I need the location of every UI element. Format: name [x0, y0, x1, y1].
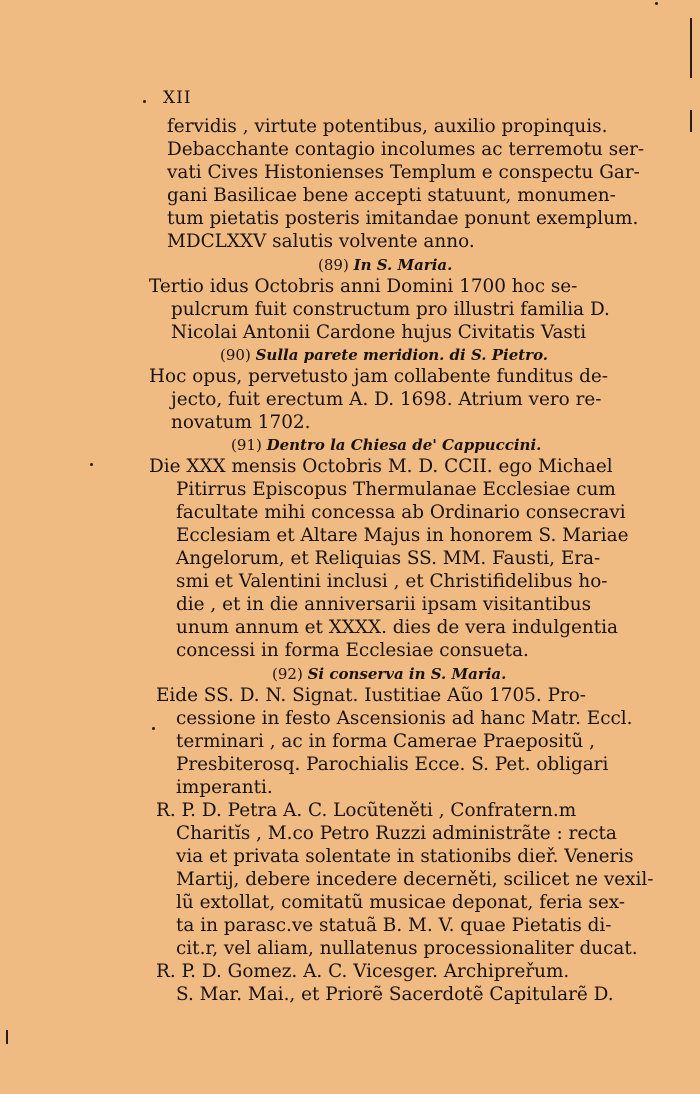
text-line: R. P. D. Petra A. C. Locũteněti , Confratern.m [156, 800, 577, 821]
text-line: MDCLXXV salutis volvente anno. [167, 231, 475, 252]
heading-text: Si conserva in S. Maria. [307, 665, 507, 683]
ink-speck [152, 727, 155, 730]
heading-number: (92) [272, 665, 303, 683]
text-line: Charitĭs , M.co Petro Ruzzi administrãte : recta [176, 823, 617, 844]
heading-number: (91) [231, 436, 262, 454]
text-line: Ecclesiam et Altare Majus in honorem S. Mariae [176, 525, 629, 546]
page-number: XII [163, 88, 192, 108]
text-line: novatum 1702. [171, 412, 311, 433]
text-line: Tertio idus Octobris anni Domini 1700 hoc se- [149, 276, 578, 297]
text-line: ta in parasc.ve statuã B. M. V. quae Pietatis di- [176, 915, 612, 936]
text-line: die , et in die anniversarii ipsam visitantibus [176, 594, 592, 615]
text-line: Angelorum, et Reliquias SS. MM. Fausti, Era- [176, 548, 601, 569]
text-line: gani Basilicae bene accepti statuunt, monumen- [167, 185, 616, 206]
inscription-heading-91 [231, 436, 541, 454]
heading-number: (90) [220, 346, 251, 364]
text-line: Debacchante contagio incolumes ac terremotu ser- [167, 139, 645, 160]
scan-edge-mark [690, 110, 692, 132]
text-line: Pitirrus Episcopus Thermulanae Ecclesiae cum [176, 479, 616, 500]
heading-text: In S. Maria. [353, 256, 453, 274]
text-line: unum annum et XXXX. dies de vera indulgentia [176, 617, 618, 638]
text-line: Hoc opus, pervetusto jam collabente funditus de- [149, 366, 608, 387]
text-line: R. P. D. Gomez. A. C. Vicesger. Archipreřum. [156, 961, 570, 982]
ink-speck [143, 100, 146, 103]
text-line: pulcrum fuit constructum pro illustri familia D. [171, 299, 610, 320]
text-line: fervidis , virtute potentibus, auxilio propinquis. [167, 116, 608, 137]
text-line: Eide SS. D. N. Signat. Iustitiae Aũo 1705. Pro- [156, 685, 587, 706]
scan-edge-mark [6, 1030, 8, 1044]
text-line: Martij, debere incedere decerněti, scilicet ne vexil- [176, 869, 654, 890]
text-line: tum pietatis posteris imitandae ponunt exemplum. [167, 208, 639, 229]
inscription-heading-89 [318, 256, 452, 274]
ink-speck [90, 463, 93, 466]
heading-text: Sulla parete meridion. di S. Pietro. [255, 346, 549, 364]
text-line: Die XXX mensis Octobris M. D. CCII. ego Michael [149, 456, 613, 477]
inscription-heading-90 [220, 346, 548, 364]
text-line: imperanti. [176, 777, 273, 798]
text-line: Nicolai Antonii Cardone hujus Civitatis Vasti [171, 322, 587, 343]
scan-edge-mark [690, 18, 692, 78]
text-line: jecto, fuit erectum A. D. 1698. Atrium vero re- [171, 389, 602, 410]
text-line: S. Mar. Mai., et Priorẽ Sacerdotẽ Capitularẽ D. [176, 984, 614, 1005]
text-line: cit.r, vel aliam, nullatenus processionaliter ducat. [176, 938, 638, 959]
text-line: lũ extollat, comitatũ musicae deponat, feria sex- [176, 892, 625, 913]
text-line: smi et Valentini inclusi , et Christifidelibus ho- [176, 571, 608, 592]
text-line: facultate mihi concessa ab Ordinario consecravi [176, 502, 626, 523]
text-line: via et privata solentate in stationibs dieř. Veneris [176, 846, 634, 867]
text-line: terminari , ac in forma Camerae Praepositũ , [176, 731, 595, 752]
text-line: cessione in festo Ascensionis ad hanc Matr. Eccl. [176, 708, 633, 729]
heading-number: (89) [318, 256, 349, 274]
ink-speck [655, 2, 658, 5]
text-line: Presbiterosq. Parochialis Ecce. S. Pet. obligari [176, 754, 609, 775]
text-line: vati Cives Histonienses Templum e conspectu Gar- [167, 162, 640, 183]
text-line: concessi in forma Ecclesiae consueta. [176, 640, 529, 661]
inscription-heading-92 [272, 665, 506, 683]
heading-text: Dentro la Chiesa de' Cappuccini. [266, 436, 542, 454]
